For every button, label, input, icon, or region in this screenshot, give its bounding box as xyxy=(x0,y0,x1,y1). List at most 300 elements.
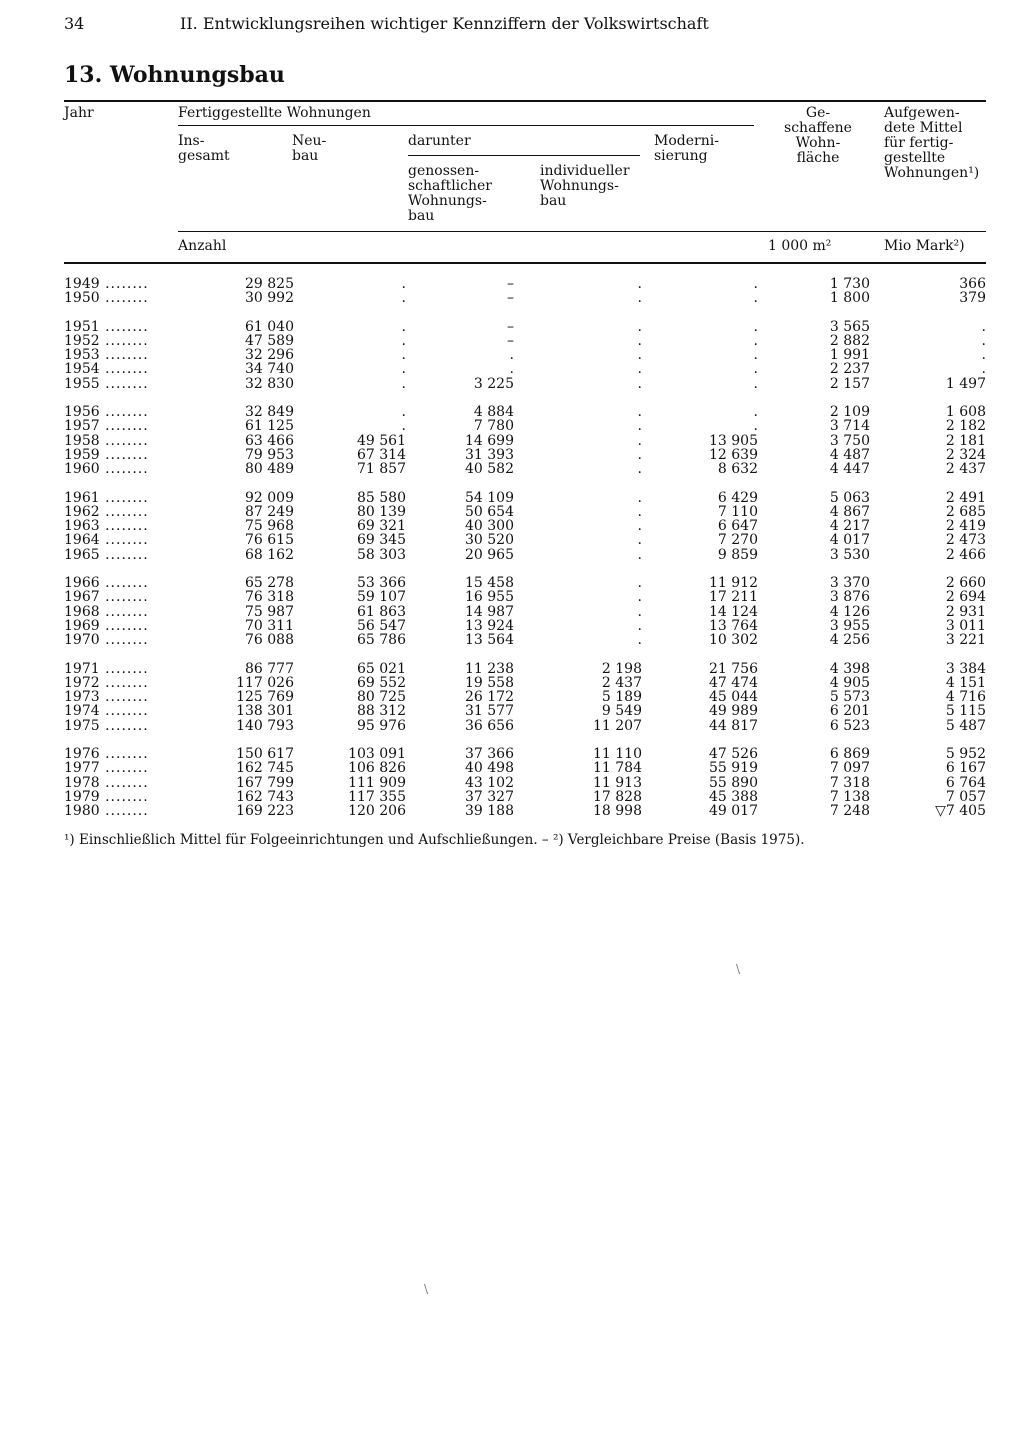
cell-wohnflaeche: 7 097 xyxy=(829,760,870,777)
cell-insgesamt: 63 466 xyxy=(245,432,294,449)
cell-neubau: 80 139 xyxy=(357,503,406,520)
cell-modernisierung: 6 647 xyxy=(717,518,758,535)
cell-individuell: 11 110 xyxy=(593,746,642,763)
cell-insgesamt: 92 009 xyxy=(245,489,294,506)
table-row xyxy=(64,662,986,676)
leader-dots: ........ xyxy=(99,503,149,520)
cell-neubau: 69 552 xyxy=(357,674,406,691)
cell-genossenschaftlich: 40 498 xyxy=(465,760,514,777)
cell-individuell: . xyxy=(637,518,642,535)
year-value: 1976 xyxy=(64,746,100,763)
cell-neubau: 58 303 xyxy=(357,546,406,563)
year-value: 1955 xyxy=(64,375,100,392)
leader-dots: ........ xyxy=(99,632,149,649)
scan-mark: \ xyxy=(736,962,741,976)
cell-wohnflaeche: 5 573 xyxy=(829,689,870,706)
table-header xyxy=(64,98,986,258)
cell-genossenschaftlich: 36 656 xyxy=(465,717,514,734)
cell-insgesamt: 75 987 xyxy=(245,603,294,620)
cell-mittel: 2 685 xyxy=(945,503,986,520)
cell-year xyxy=(64,320,149,334)
cell-genossenschaftlich: 54 109 xyxy=(465,489,514,506)
cell-year xyxy=(64,548,149,562)
cell-neubau: 67 314 xyxy=(357,446,406,463)
cell-modernisierung: 45 388 xyxy=(709,788,758,805)
table-row xyxy=(64,548,986,562)
cell-year xyxy=(64,405,149,419)
cell-mittel: 2 466 xyxy=(945,546,986,563)
cell-individuell: . xyxy=(637,418,642,435)
cell-year xyxy=(64,662,149,676)
cell-genossenschaftlich: 4 884 xyxy=(473,404,514,421)
cell-year xyxy=(64,519,149,533)
cell-modernisierung: . xyxy=(753,361,758,378)
cell-insgesamt: 29 825 xyxy=(245,276,294,292)
cell-individuell: . xyxy=(637,290,642,307)
year-value: 1969 xyxy=(64,617,100,634)
year-value: 1957 xyxy=(64,418,100,435)
header-modernisierung: Moderni- sierung xyxy=(654,133,719,164)
leader-dots: ........ xyxy=(99,489,149,506)
cell-genossenschaftlich: 31 393 xyxy=(465,446,514,463)
year-value: 1975 xyxy=(64,717,100,734)
cell-individuell: . xyxy=(637,503,642,520)
cell-modernisierung: 17 211 xyxy=(709,589,758,606)
cell-neubau: 95 976 xyxy=(357,717,406,734)
cell-neubau: . xyxy=(401,375,406,392)
cell-genossenschaftlich: . xyxy=(509,347,514,364)
cell-wohnflaeche: 3 370 xyxy=(829,575,870,592)
cell-mittel: 2 419 xyxy=(945,518,986,535)
cell-individuell: . xyxy=(637,589,642,606)
cell-mittel: 1 608 xyxy=(945,404,986,421)
cell-year xyxy=(64,790,149,804)
cell-neubau: 69 345 xyxy=(357,532,406,549)
cell-individuell: 11 913 xyxy=(593,774,642,791)
cell-neubau: 71 857 xyxy=(357,461,406,478)
cell-wohnflaeche: 7 248 xyxy=(829,803,870,820)
year-value: 1952 xyxy=(64,332,100,349)
cell-genossenschaftlich: 13 924 xyxy=(465,617,514,634)
cell-genossenschaftlich: 37 327 xyxy=(465,788,514,805)
cell-mittel: 3 011 xyxy=(945,617,986,634)
header-mittel: Aufgewen- dete Mittel für fertig- gestellte Wohnungen¹) xyxy=(884,105,980,181)
cell-modernisierung: 21 756 xyxy=(709,660,758,677)
cell-insgesamt: 76 318 xyxy=(245,589,294,606)
cell-individuell: . xyxy=(637,532,642,549)
cell-individuell: . xyxy=(637,575,642,592)
cell-insgesamt: 150 617 xyxy=(236,746,294,763)
leader-dots: ........ xyxy=(99,589,149,606)
cell-mittel: . xyxy=(981,347,986,364)
cell-wohnflaeche: 4 867 xyxy=(829,503,870,520)
leader-dots: ........ xyxy=(99,660,149,677)
cell-genossenschaftlich: 40 582 xyxy=(465,461,514,478)
year-value: 1949 xyxy=(64,276,100,292)
leader-dots: ........ xyxy=(99,703,149,720)
cell-insgesamt: 79 953 xyxy=(245,446,294,463)
cell-modernisierung: 9 859 xyxy=(717,546,758,563)
cell-neubau: 120 206 xyxy=(348,803,406,820)
year-value: 1974 xyxy=(64,703,100,720)
footnote: ¹) Einschließlich Mittel für Folgeeinrichtungen und Aufschließungen. – ²) Vergleichbare Preise (Basis 1975). xyxy=(64,832,805,848)
row-group xyxy=(64,576,986,647)
cell-insgesamt: 140 793 xyxy=(236,717,294,734)
cell-year xyxy=(64,448,149,462)
year-value: 1967 xyxy=(64,589,100,606)
cell-year xyxy=(64,804,149,818)
unit-anzahl: Anzahl xyxy=(178,238,227,254)
year-value: 1951 xyxy=(64,318,100,335)
cell-wohnflaeche: 4 447 xyxy=(829,461,870,478)
leader-dots: ........ xyxy=(99,332,149,349)
cell-mittel: ▽7 405 xyxy=(935,803,986,820)
cell-individuell: . xyxy=(637,404,642,421)
cell-insgesamt: 70 311 xyxy=(245,617,294,634)
cell-individuell: . xyxy=(637,347,642,364)
cell-neubau: . xyxy=(401,404,406,421)
cell-year xyxy=(64,590,149,604)
cell-mittel: 7 057 xyxy=(945,788,986,805)
year-value: 1958 xyxy=(64,432,100,449)
cell-year xyxy=(64,704,149,718)
table-row xyxy=(64,804,986,818)
table-row xyxy=(64,633,986,647)
table-row xyxy=(64,348,986,362)
cell-individuell: . xyxy=(637,617,642,634)
year-value: 1978 xyxy=(64,774,100,791)
cell-individuell: 11 207 xyxy=(593,717,642,734)
year-value: 1954 xyxy=(64,361,100,378)
cell-individuell: . xyxy=(637,546,642,563)
cell-modernisierung: 47 526 xyxy=(709,746,758,763)
cell-wohnflaeche: 3 714 xyxy=(829,418,870,435)
leader-dots: ........ xyxy=(99,446,149,463)
header-genossenschaftlich: genossen- schaftlicher Wohnungs- bau xyxy=(408,163,492,224)
cell-modernisierung: 7 270 xyxy=(717,532,758,549)
cell-wohnflaeche: 3 955 xyxy=(829,617,870,634)
cell-year xyxy=(64,348,149,362)
leader-dots: ........ xyxy=(99,717,149,734)
row-group xyxy=(64,320,986,391)
unit-mark: Mio Mark²) xyxy=(884,238,965,254)
cell-genossenschaftlich: 26 172 xyxy=(465,689,514,706)
table-row xyxy=(64,747,986,761)
table-row xyxy=(64,491,986,505)
cell-genossenschaftlich: 13 564 xyxy=(465,632,514,649)
cell-modernisierung: . xyxy=(753,276,758,292)
cell-individuell: 18 998 xyxy=(593,803,642,820)
cell-insgesamt: 68 162 xyxy=(245,546,294,563)
cell-individuell: . xyxy=(637,361,642,378)
year-value: 1959 xyxy=(64,446,100,463)
cell-wohnflaeche: 3 565 xyxy=(829,318,870,335)
cell-insgesamt: 117 026 xyxy=(236,674,294,691)
cell-modernisierung: 44 817 xyxy=(709,717,758,734)
cell-mittel: 3 384 xyxy=(945,660,986,677)
cell-genossenschaftlich: 14 699 xyxy=(465,432,514,449)
header-neubau: Neu- bau xyxy=(292,133,327,164)
cell-wohnflaeche: 2 882 xyxy=(829,332,870,349)
header-jahr: Jahr xyxy=(64,105,94,121)
cell-genossenschaftlich: 14 987 xyxy=(465,603,514,620)
leader-dots: ........ xyxy=(99,774,149,791)
table-row xyxy=(64,419,986,433)
cell-mittel: 379 xyxy=(959,290,986,307)
cell-wohnflaeche: 4 126 xyxy=(829,603,870,620)
cell-wohnflaeche: 4 017 xyxy=(829,532,870,549)
table-row xyxy=(64,704,986,718)
cell-insgesamt: 162 745 xyxy=(236,760,294,777)
cell-wohnflaeche: 6 523 xyxy=(829,717,870,734)
cell-year xyxy=(64,605,149,619)
cell-mittel: 4 151 xyxy=(945,674,986,691)
header-fertiggestellte: Fertiggestellte Wohnungen xyxy=(178,105,371,121)
cell-neubau: . xyxy=(401,318,406,335)
cell-mittel: 2 694 xyxy=(945,589,986,606)
cell-individuell: . xyxy=(637,375,642,392)
cell-insgesamt: 65 278 xyxy=(245,575,294,592)
table-row xyxy=(64,277,986,291)
cell-modernisierung: 55 890 xyxy=(709,774,758,791)
cell-individuell: . xyxy=(637,489,642,506)
year-value: 1950 xyxy=(64,290,100,307)
cell-wohnflaeche: 6 869 xyxy=(829,746,870,763)
header-individuell: individueller Wohnungs- bau xyxy=(540,163,630,209)
row-group xyxy=(64,491,986,562)
cell-insgesamt: 167 799 xyxy=(236,774,294,791)
cell-insgesamt: 138 301 xyxy=(236,703,294,720)
cell-neubau: 106 826 xyxy=(348,760,406,777)
year-value: 1966 xyxy=(64,575,100,592)
cell-individuell: . xyxy=(637,332,642,349)
cell-modernisierung: 10 302 xyxy=(709,632,758,649)
cell-wohnflaeche: 2 157 xyxy=(829,375,870,392)
cell-modernisierung: . xyxy=(753,290,758,307)
year-value: 1961 xyxy=(64,489,100,506)
cell-modernisierung: 13 905 xyxy=(709,432,758,449)
table-row xyxy=(64,619,986,633)
header-darunter: darunter xyxy=(408,133,471,149)
cell-wohnflaeche: 7 138 xyxy=(829,788,870,805)
cell-mittel: 5 952 xyxy=(945,746,986,763)
cell-insgesamt: 162 743 xyxy=(236,788,294,805)
cell-modernisierung: 7 110 xyxy=(717,503,758,520)
cell-neubau: 53 366 xyxy=(357,575,406,592)
table-header-bottom-rule xyxy=(64,262,986,264)
leader-dots: ........ xyxy=(99,803,149,820)
cell-genossenschaftlich: 19 558 xyxy=(465,674,514,691)
cell-wohnflaeche: 4 398 xyxy=(829,660,870,677)
cell-modernisierung: 14 124 xyxy=(709,603,758,620)
cell-genossenschaftlich: 43 102 xyxy=(465,774,514,791)
cell-genossenschaftlich: 16 955 xyxy=(465,589,514,606)
row-group xyxy=(64,747,986,818)
cell-year xyxy=(64,334,149,348)
cell-individuell: 2 437 xyxy=(601,674,642,691)
cell-neubau: . xyxy=(401,347,406,364)
cell-neubau: . xyxy=(401,276,406,292)
cell-insgesamt: 76 615 xyxy=(245,532,294,549)
page-number: 34 xyxy=(64,14,85,33)
table-row xyxy=(64,719,986,733)
year-value: 1970 xyxy=(64,632,100,649)
leader-dots: ........ xyxy=(99,461,149,478)
cell-year xyxy=(64,533,149,547)
cell-modernisierung: 8 632 xyxy=(717,461,758,478)
cell-neubau: 49 561 xyxy=(357,432,406,449)
cell-mittel: 4 716 xyxy=(945,689,986,706)
cell-mittel: 366 xyxy=(959,276,986,292)
cell-neubau: . xyxy=(401,332,406,349)
cell-genossenschaftlich: 11 238 xyxy=(465,660,514,677)
table-row xyxy=(64,776,986,790)
cell-neubau: 69 321 xyxy=(357,518,406,535)
leader-dots: ........ xyxy=(99,674,149,691)
cell-individuell: . xyxy=(637,446,642,463)
table-row xyxy=(64,405,986,419)
cell-genossenschaftlich: – xyxy=(507,332,514,349)
year-value: 1953 xyxy=(64,347,100,364)
cell-year xyxy=(64,761,149,775)
cell-mittel: 5 115 xyxy=(945,703,986,720)
leader-dots: ........ xyxy=(99,432,149,449)
cell-modernisierung: . xyxy=(753,375,758,392)
cell-mittel: . xyxy=(981,332,986,349)
cell-insgesamt: 61 125 xyxy=(245,418,294,435)
leader-dots: ........ xyxy=(99,290,149,307)
table-row xyxy=(64,291,986,305)
cell-year xyxy=(64,434,149,448)
cell-genossenschaftlich: 3 225 xyxy=(473,375,514,392)
cell-genossenschaftlich: – xyxy=(507,318,514,335)
cell-modernisierung: . xyxy=(753,418,758,435)
cell-insgesamt: 61 040 xyxy=(245,318,294,335)
cell-mittel: . xyxy=(981,361,986,378)
cell-mittel: 2 181 xyxy=(945,432,986,449)
cell-mittel: 1 497 xyxy=(945,375,986,392)
row-group xyxy=(64,662,986,733)
cell-year xyxy=(64,462,149,476)
cell-wohnflaeche: 6 201 xyxy=(829,703,870,720)
table-row xyxy=(64,334,986,348)
scan-mark: \ xyxy=(424,1282,429,1296)
cell-neubau: 56 547 xyxy=(357,617,406,634)
cell-wohnflaeche: 3 530 xyxy=(829,546,870,563)
cell-year xyxy=(64,277,149,291)
cell-insgesamt: 30 992 xyxy=(245,290,294,307)
year-value: 1962 xyxy=(64,503,100,520)
cell-genossenschaftlich: 15 458 xyxy=(465,575,514,592)
cell-wohnflaeche: 1 800 xyxy=(829,290,870,307)
table-row xyxy=(64,605,986,619)
cell-year xyxy=(64,690,149,704)
cell-insgesamt: 76 088 xyxy=(245,632,294,649)
table-row xyxy=(64,676,986,690)
unit-flaeche: 1 000 m² xyxy=(768,238,832,254)
rule-darunter xyxy=(408,155,640,156)
leader-dots: ........ xyxy=(99,617,149,634)
year-value: 1968 xyxy=(64,603,100,620)
cell-modernisierung: . xyxy=(753,404,758,421)
leader-dots: ........ xyxy=(99,518,149,535)
cell-neubau: 88 312 xyxy=(357,703,406,720)
year-value: 1980 xyxy=(64,803,100,820)
cell-modernisierung: . xyxy=(753,318,758,335)
cell-mittel: 3 221 xyxy=(945,632,986,649)
cell-insgesamt: 32 830 xyxy=(245,375,294,392)
leader-dots: ........ xyxy=(99,788,149,805)
cell-neubau: 111 909 xyxy=(348,774,406,791)
leader-dots: ........ xyxy=(99,276,149,292)
cell-genossenschaftlich: 39 188 xyxy=(465,803,514,820)
leader-dots: ........ xyxy=(99,760,149,777)
leader-dots: ........ xyxy=(99,603,149,620)
cell-individuell: 11 784 xyxy=(593,760,642,777)
cell-individuell: 5 189 xyxy=(601,689,642,706)
cell-individuell: . xyxy=(637,276,642,292)
cell-neubau: 117 355 xyxy=(348,788,406,805)
cell-modernisierung: 11 912 xyxy=(709,575,758,592)
cell-mittel: . xyxy=(981,318,986,335)
cell-genossenschaftlich: 50 654 xyxy=(465,503,514,520)
table-row xyxy=(64,448,986,462)
leader-dots: ........ xyxy=(99,418,149,435)
cell-insgesamt: 75 968 xyxy=(245,518,294,535)
cell-genossenschaftlich: 37 366 xyxy=(465,746,514,763)
cell-genossenschaftlich: 7 780 xyxy=(473,418,514,435)
leader-dots: ........ xyxy=(99,404,149,421)
year-value: 1956 xyxy=(64,404,100,421)
cell-modernisierung: 45 044 xyxy=(709,689,758,706)
cell-year xyxy=(64,719,149,733)
cell-year xyxy=(64,676,149,690)
table-row xyxy=(64,533,986,547)
rule-units xyxy=(178,231,986,232)
cell-mittel: 2 437 xyxy=(945,461,986,478)
table-row xyxy=(64,462,986,476)
cell-genossenschaftlich: 40 300 xyxy=(465,518,514,535)
cell-year xyxy=(64,619,149,633)
cell-wohnflaeche: 3 876 xyxy=(829,589,870,606)
section-title: 13. Wohnungsbau xyxy=(64,62,285,88)
table-row xyxy=(64,320,986,334)
cell-neubau: 61 863 xyxy=(357,603,406,620)
table-row xyxy=(64,576,986,590)
leader-dots: ........ xyxy=(99,532,149,549)
cell-year xyxy=(64,491,149,505)
cell-wohnflaeche: 7 318 xyxy=(829,774,870,791)
running-head: II. Entwicklungsreihen wichtiger Kennziffern der Volkswirtschaft xyxy=(180,14,709,33)
table-row xyxy=(64,377,986,391)
cell-mittel: 2 473 xyxy=(945,532,986,549)
table-row xyxy=(64,434,986,448)
cell-mittel: 6 764 xyxy=(945,774,986,791)
cell-insgesamt: 47 589 xyxy=(245,332,294,349)
cell-mittel: 6 167 xyxy=(945,760,986,777)
year-value: 1964 xyxy=(64,532,100,549)
cell-genossenschaftlich: – xyxy=(507,276,514,292)
cell-year xyxy=(64,377,149,391)
leader-dots: ........ xyxy=(99,318,149,335)
cell-wohnflaeche: 4 487 xyxy=(829,446,870,463)
table-body xyxy=(64,277,986,833)
cell-genossenschaftlich: 20 965 xyxy=(465,546,514,563)
cell-wohnflaeche: 1 730 xyxy=(829,276,870,292)
year-value: 1965 xyxy=(64,546,100,563)
cell-insgesamt: 169 223 xyxy=(236,803,294,820)
header-wohnflaeche: Ge- schaffene Wohn- fläche xyxy=(784,105,852,166)
